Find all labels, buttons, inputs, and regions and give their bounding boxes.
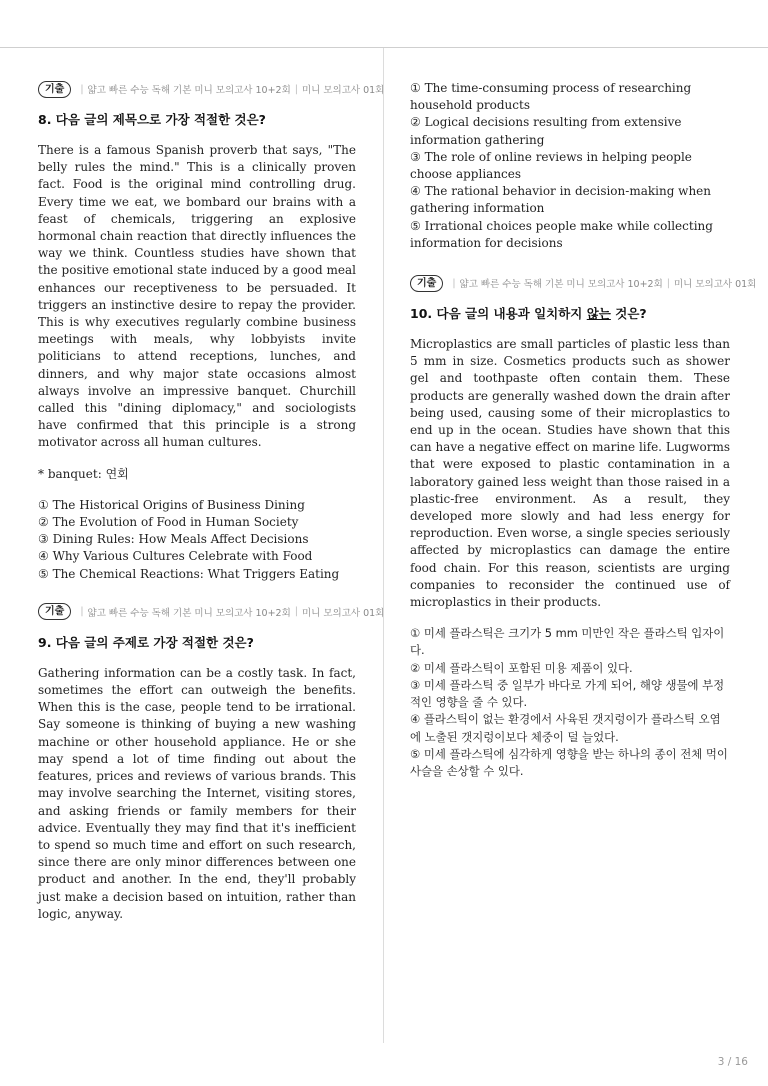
question-8-footnote: * banquet: 연회 xyxy=(38,466,129,481)
column-divider xyxy=(383,48,384,1043)
question-9-title: 9. 다음 글의 주제로 가장 적절한 것은? xyxy=(38,634,254,650)
question-10-title-emphasis: 않는 xyxy=(586,306,611,322)
choice-5[interactable]: ⑤ The Chemical Reactions: What Triggers Eating xyxy=(38,566,340,581)
question-8-passage: There is a famous Spanish proverb that says, "The belly rules the mind." This is a clinically proven fact. Food is the original mind controlling drug. Every time we eat, we bombard our brains with a feast of chemicals, triggering an explosive hormonal chain reaction that directly influences the way we think. Countless studies have shown that the positive emotional state induced by a good meal enhances our receptiveness to be persuaded. It triggers an instinctive desire to repay the provider. This is why executives regularly combine business meetings with meals, why lobbyists invite politicians to attend receptions, lunches, and dinners, and why major state occasions almost always involve an impressive banquet. Churchill called this "dining diplomacy," and sociologists have confirmed that this principle is a strong motivator across all human cultures. xyxy=(38,143,356,450)
question-9-choices xyxy=(410,80,730,252)
past-exam-badge: 기출 xyxy=(38,81,71,98)
choice-2[interactable]: ② The Evolution of Food in Human Society xyxy=(38,515,299,530)
page-number: 3 / 16 xyxy=(717,1056,748,1068)
question-8-choices xyxy=(38,497,356,583)
choice-3[interactable]: ③ Dining Rules: How Meals Affect Decisions xyxy=(38,532,309,547)
question-9-source-line: 기출 | 얇고 빠른 수능 독해 기본 미니 모의고사 10+2회 | 미니 모의고사 01회 xyxy=(38,603,356,621)
right-column xyxy=(410,80,757,780)
question-10-source-line: 기출 | 얇고 빠른 수능 독해 기본 미니 모의고사 10+2회 | 미니 모의고사 01회 xyxy=(410,274,730,292)
choice-5[interactable]: ⑤ Irrational choices people make while collecting information for decisions xyxy=(410,218,713,250)
test-name: 미니 모의고사 01회 xyxy=(301,85,385,96)
choice-5[interactable]: ⑤ 미세 플라스틱에 심각하게 영향을 받는 하나의 종이 전체 먹이 사슬을 손상할 수 있다. xyxy=(410,746,728,778)
top-rule xyxy=(0,47,768,48)
choice-4[interactable]: ④ The rational behavior in decision-making when gathering information xyxy=(410,184,712,216)
choice-3[interactable]: ③ 미세 플라스틱 중 일부가 바다로 가게 되어, 해양 생물에 부정적인 영향을 줄 수 있다. xyxy=(410,677,725,710)
choice-1[interactable]: ① 미세 플라스틱은 크기가 5 mm 미만인 작은 플라스틱 입자이다. xyxy=(410,626,725,658)
choice-4[interactable]: ④ 플라스틱이 없는 환경에서 사육된 갯지렁이가 플라스틱 오염에 노출된 갯지렁이보다 체중이 덜 늘었다. xyxy=(410,712,721,744)
test-name: 미니 모의고사 01회 xyxy=(301,607,385,619)
choice-2[interactable]: ② Logical decisions resulting from extensive information gathering xyxy=(410,115,682,147)
source-book: 얇고 빠른 수능 독해 기본 미니 모의고사 10+2회 xyxy=(87,85,291,96)
question-10-title-suffix: 것은? xyxy=(610,306,647,322)
left-column xyxy=(38,70,385,923)
question-10-passage: Microplastics are small particles of plastic less than 5 mm in size. Cosmetics products such as shower gel and toothpaste often contain them. These products are generally washed down the drain after being used, causing some of their microplastics to end up in the ocean. Studies have shown that this can have a negative effect on marine life. Lugworms that were exposed to plastic contamination in a laboratory gained less weight than those raised in a plastic-free environment. As a result, they developed more slowly and had less energy for reproduction. Even worse, a single species seriously affected by microplastics can damage the entire food chain. For this reason, scientists are urging companies to reconsider the continued use of microplastics in their products. xyxy=(410,337,730,610)
source-book: 얇고 빠른 수능 독해 기본 미니 모의고사 10+2회 xyxy=(87,607,291,619)
choice-1[interactable]: ① The Historical Origins of Business Dining xyxy=(38,497,305,512)
choice-2[interactable]: ② 미세 플라스틱이 포함된 미용 제품이 있다. xyxy=(410,660,633,675)
question-10-title-prefix: 10. 다음 글의 내용과 일치하지 xyxy=(410,306,587,322)
source-book: 얇고 빠른 수능 독해 기본 미니 모의고사 10+2회 xyxy=(459,279,663,291)
choice-4[interactable]: ④ Why Various Cultures Celebrate with Food xyxy=(38,549,313,564)
choice-1[interactable]: ① The time-consuming process of researching household products xyxy=(410,81,692,113)
question-10-title xyxy=(410,304,730,322)
question-10-choices xyxy=(410,625,730,780)
question-8-title: 8. 다음 글의 제목으로 가장 적절한 것은? xyxy=(38,112,266,127)
past-exam-badge: 기출 xyxy=(410,275,443,292)
question-9-passage: Gathering information can be a costly task. In fact, sometimes the effort can outweigh the benefits. When this is the case, people tend to be irrational. Say someone is thinking of buying a new washing machine or other household appliance. He or she may spend a lot of time finding out about the features, prices and reviews of various brands. This may involve searching the Internet, visiting stores, and asking friends or family members for their advice. Eventually they may find that it's inefficient to spend so much time and effort on such research, since there are only minor differences between one product and another. In the end, they'll probably just make a decision based on intuition, rather than logic, anyway. xyxy=(38,665,356,921)
test-name: 미니 모의고사 01회 xyxy=(673,279,757,291)
past-exam-badge: 기출 xyxy=(38,603,71,620)
choice-3[interactable]: ③ The role of online reviews in helping people choose appliances xyxy=(410,149,692,182)
question-8-source-line: 기출 | 얇고 빠른 수능 독해 기본 미니 모의고사 10+2회 | 미니 모의고사 01회 xyxy=(38,80,356,98)
